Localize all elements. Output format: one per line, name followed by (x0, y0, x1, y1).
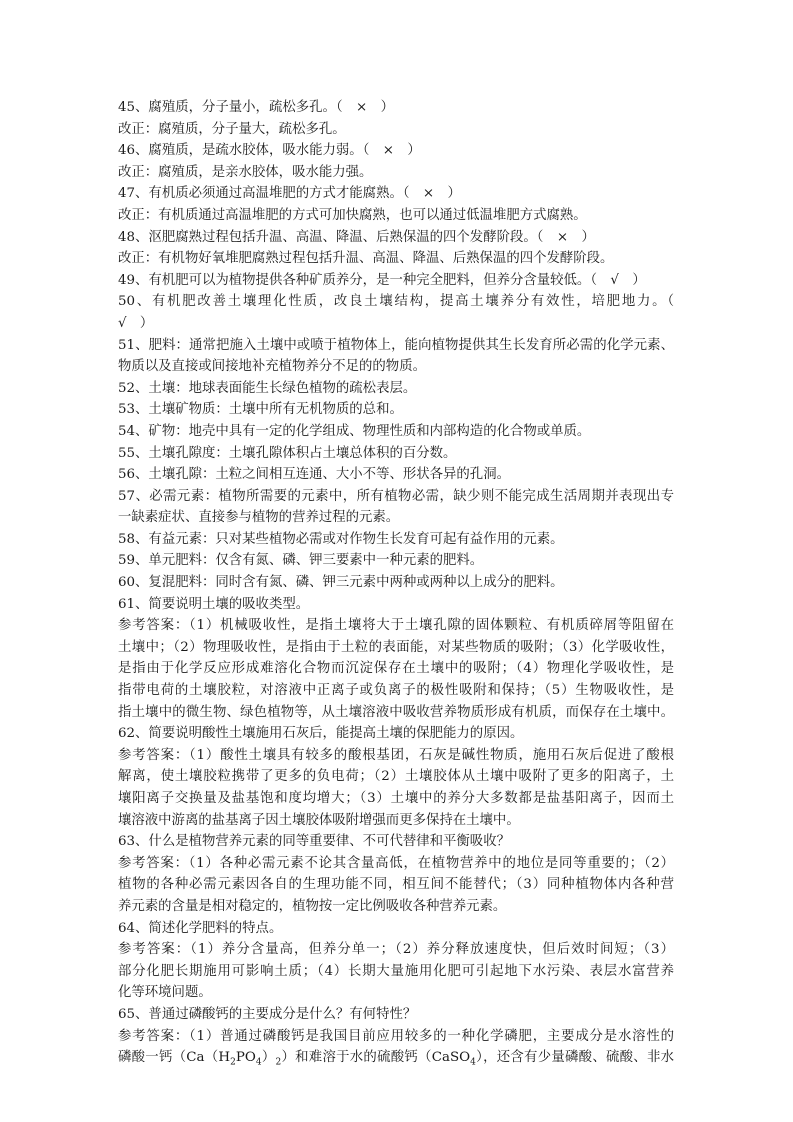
text-line: 植物的各种必需元素因各自的生理功能不同，相互间不能替代；（3）同种植物体内各种营 (118, 877, 674, 893)
text-line: 土壤中；（2）物理吸收性，是指由于土粒的表面能，对某些物质的吸附；（3）化学吸收性， (118, 639, 674, 655)
text-line: 改正：腐殖质，是亲水胶体，吸水能力强。 (118, 164, 373, 180)
text-line: 53、土壤矿物质：土壤中所有无机物质的总和。 (118, 402, 403, 418)
text-line: 解离，使土壤胶粒携带了更多的负电荷；（2）土壤胶体从土壤中吸附了更多的阳离子，土 (118, 769, 674, 785)
text-line-last: 磷酸一钙$(Ca(H_2PO_4)_2)$和难溶于水的硫酸钙（CaSO$_4$），还含有少量磷酸、硫酸、非水 (118, 1050, 674, 1068)
text-line: 参考答案：（1）各种必需元素不论其含量高低，在植物营养中的地位是同等重要的；（2） (118, 855, 674, 871)
text-line: 物质以及直接或间接地补充植物养分不足的的物质。 (118, 359, 426, 375)
document-page (118, 97, 674, 1069)
text-line: 部分化肥长期施用可影响土质；（4）长期大量施用化肥可引起地下水污染、表层水富营养 (118, 963, 674, 979)
text-line: 47、有机质必须通过高温堆肥的方式才能腐熟。（ × ） (118, 186, 461, 202)
text-line: 49、有机肥可以为植物提供各种矿质养分，是一种完全肥料，但养分含量较低。（ √ ） (118, 272, 646, 288)
text-line: 参考答案：（1）普通过磷酸钙是我国目前应用较多的一种化学磷肥，主要成分是水溶性的 (118, 1028, 674, 1044)
text-line: 壤溶液中游离的盐基离子因土壤胶体吸附增强而更多保持在土壤中。 (118, 812, 520, 828)
text-line: 63、什么是植物营养元素的同等重要律、不可代替律和平衡吸收？ (118, 834, 510, 850)
text-line: 46、腐殖质，是疏水胶体，吸水能力弱。（ × ） (118, 143, 421, 159)
text-line: 一缺素症状、直接参与植物的营养过程的元素。 (118, 510, 400, 526)
text-line: 64、简述化学肥料的特点。 (118, 920, 283, 936)
text-line: 化等环境问题。 (118, 985, 212, 1001)
text-line: 50、有机肥改善土壤理化性质，改良土壤结构，提高土壤养分有效性，培肥地力。（ (118, 294, 674, 310)
text-line: 56、土壤孔隙：土粒之间相互连通、大小不等、形状各异的孔洞。 (118, 467, 510, 483)
text-line: 参考答案：（1）机械吸收性，是指土壤将大于土壤孔隙的固体颗粒、有机质碎屑等阻留在 (118, 618, 674, 634)
text-line: 壤阳离子交换量及盐基饱和度均增大；（3）土壤中的养分大多数都是盐基阳离子，因而土 (118, 791, 674, 806)
text-line: 54、矿物：地壳中具有一定的化学组成、物理性质和内部构造的化合物或单质。 (118, 423, 591, 439)
text-line: 58、有益元素：只对某些植物必需或对作物生长发育可起有益作用的元素。 (118, 531, 564, 547)
text-line: 改正：有机质通过高温堆肥的方式可加快腐熟，也可以通过低温堆肥方式腐熟。 (118, 207, 587, 223)
text-line: 57、必需元素：植物所需要的元素中，所有植物必需，缺少则不能完成生活周期并表现出专 (118, 488, 674, 504)
text-line: 51、肥料：通常把施入土壤中或喷于植物体上，能向植物提供其生长发育所必需的化学元素、 (118, 337, 674, 353)
text-line: 61、简要说明土壤的吸收类型。 (118, 596, 310, 612)
text-line: 62、简要说明酸性土壤施用石灰后，能提高土壤的保肥能力的原因。 (118, 726, 524, 742)
text-line: 养元素的含量是相对稳定的，植物按一定比例吸收各种营养元素。 (118, 898, 507, 914)
text-lines (118, 97, 674, 1047)
text-line: 指土壤中的微生物、绿色植物等，从土壤溶液中吸收营养物质形成有机质，而保存在土壤中。 (118, 704, 674, 720)
text-line: 参考答案：（1）养分含量高，但养分单一；（2）养分释放速度快，但后效时间短；（3） (118, 942, 674, 958)
text-line: 是指由于化学反应形成难溶化合物而沉淀保存在土壤中的吸附；（4）物理化学吸收性，是 (118, 661, 674, 677)
text-line: 59、单元肥料：仅含有氮、磷、钾三要素中一种元素的肥料。 (118, 553, 484, 569)
text-line: 52、土壤：地球表面能生长绿色植物的疏松表层。 (118, 380, 417, 396)
text-line: √ ） (118, 315, 154, 331)
text-line: 55、土壤孔隙度：土壤孔隙体积占土壤总体积的百分数。 (118, 445, 457, 461)
text-line: 45、腐殖质，分子量小，疏松多孔。（ × ） (118, 100, 394, 115)
text-line: 改正：腐殖质，分子量大，疏松多孔。 (118, 121, 346, 137)
text-line: 65、普通过磷酸钙的主要成分是什么？有何特性？ (118, 1006, 417, 1022)
text-line: 60、复混肥料：同时含有氮、磷、钾三元素中两种或两种以上成分的肥料。 (118, 575, 564, 591)
text-line: 参考答案：（1）酸性土壤具有较多的酸根基团，石灰是碱性物质，施用石灰后促进了酸根 (118, 747, 674, 763)
text-line: 指带电荷的土壤胶粒，对溶液中正离子或负离子的极性吸附和保持；（5）生物吸收性，是 (118, 683, 674, 699)
text-line: 改正：有机物好氧堆肥腐熟过程包括升温、高温、降温、后熟保温的四个发酵阶段。 (118, 251, 614, 267)
text-line: 48、沤肥腐熟过程包括升温、高温、降温、后熟保温的四个发酵阶段。（ × ） (118, 229, 595, 245)
